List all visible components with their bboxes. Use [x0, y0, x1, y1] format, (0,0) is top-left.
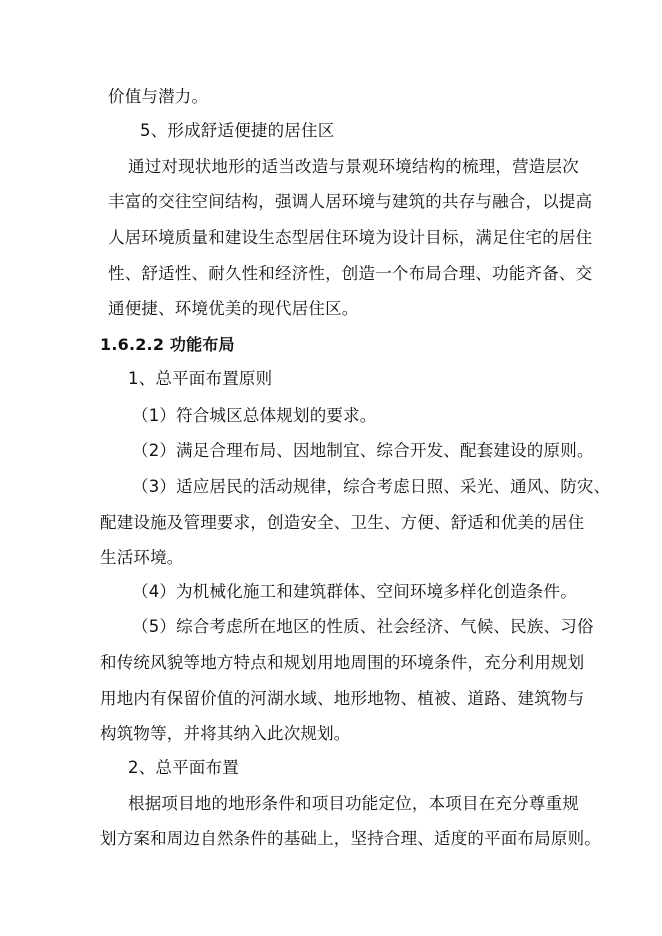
paragraph-line: 划方案和周边自然条件的基础上，坚持合理、适度的平面布局原则。 [100, 829, 601, 848]
paragraph-line: 人居环境质量和建设生态型居住环境为设计目标，满足住宅的居住 [108, 228, 593, 247]
paragraph-line: 通便捷、环境优美的现代居住区。 [108, 299, 359, 318]
paragraph-line: 丰富的交往空间结构，强调人居环境与建筑的共存与融合，以提高 [108, 192, 593, 211]
numbered-item: （3）适应居民的活动规律，综合考虑日照、采光、通风、防灾、 [132, 477, 611, 496]
section-heading: 1.6.2.2 功能布局 [100, 335, 235, 354]
paragraph-line: 性、舒适性、耐久性和经济性，创造一个布局合理、功能齐备、交 [108, 264, 593, 283]
paragraph-line: 通过对现状地形的适当改造与景观环境结构的梳理，营造层次 [128, 157, 579, 176]
list-item-heading: 5、形成舒适便捷的居住区 [140, 121, 335, 140]
numbered-item: （4）为机械化施工和建筑群体、空间环境多样化创造条件。 [132, 582, 577, 601]
numbered-item: （2）满足合理布局、因地制宜、综合开发、配套建设的原则。 [132, 441, 594, 460]
paragraph-line: 根据项目地的地形条件和项目功能定位，本项目在充分尊重规 [128, 794, 579, 813]
paragraph-line: 配建设施及管理要求，创造安全、卫生、方便、舒适和优美的居住 [100, 513, 585, 532]
text-line: 价值与潜力。 [108, 87, 209, 106]
paragraph-line: 和传统风貌等地方特点和规划用地周围的环境条件，充分利用规划 [100, 653, 585, 672]
paragraph-line: 用地内有保留价值的河湖水域、地形地物、植被、道路、建筑物与 [100, 689, 585, 708]
numbered-item: （5）综合考虑所在地区的性质、社会经济、气候、民族、习俗 [132, 617, 594, 636]
numbered-item: （1）符合城区总体规划的要求。 [132, 406, 377, 425]
paragraph-line: 生活环境。 [100, 548, 184, 567]
paragraph-line: 构筑物等，并将其纳入此次规划。 [100, 724, 351, 743]
list-item-heading: 2、总平面布置 [128, 758, 239, 777]
list-item-heading: 1、总平面布置原则 [128, 369, 273, 388]
